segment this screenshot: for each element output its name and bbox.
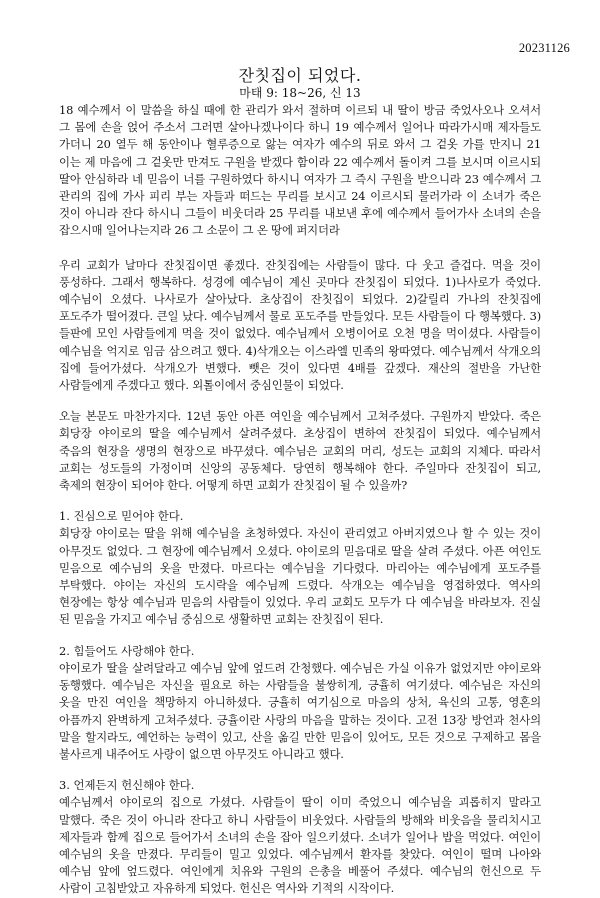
spacer [59,240,541,257]
document-date: 20231126 [518,41,570,55]
intro-paragraph-2: 오늘 본문도 마찬가지다. 12년 동안 아픈 여인을 예수님께서 고쳐주셨다. 구원까지 받았다. 죽은 회당장 야이로의 딸을 예수님께서 살려주셨다. 초상집이 변하여 잔칫집이 되었다. 예수님께서 죽음의 현장을 생명의 현장으로 바꾸셨다. 예수님은 교회의 머리, 성도는 교회의 지체다. 따라서 교회는 성도들의 가정이며 신앙의 공동체다. 당연히 행복해야 한다. 주일마다 잔칫집이 되고, 축제의 현장이 되어야 한다. 어떻게 하면 교회가 잔칫집이 될 수 있을까? [59,409,541,493]
scripture-reference: 마태 9: 18~26, 신 13 [239,86,361,100]
section-1-heading: 1. 진심으로 믿어야 한다. [59,509,184,524]
intro-paragraph-1: 우리 교회가 날마다 잔칫집이면 좋겠다. 잔칫집에는 사람들이 많다. 다 웃고 즐겁다. 먹을 것이 풍성하다. 그래서 행복하다. 성경에 예수님이 계신 곳마다 잔칫집이 되었다. 1)나사로가 죽었다. 예수님이 오셨다. 나사로가 살아났다. 초상집이 잔칫집이 되었다. 2)갈릴리 가나의 잔칫집에 포도주가 떨어졌다. 큰일 났다. 예수님께서 물로 포도주를 만들었다. 모든 사람들이 다 행복했다. 3)들판에 모인 사람들에게 먹을 것이 없었다. 예수님께서 오병이어로 오천 명을 먹이셨다. 사람들이 예수님을 억지로 임금 삼으려고 했다. 4)삭개오는 이스라엘 민족의 왕따였다. 예수님께서 삭개오의 집에 들어가셨다. 삭개오가 변했다. 뺏은 것이 있다면 4배를 갚겠다. 재산의 절반을 가난한 사람들에게 주겠다고 했다. 외톨이에서 중심인물이 되었다. [59,257,541,393]
spacer [59,394,541,408]
section-3-body: 예수님께서 야이로의 집으로 가셨다. 사람들이 딸이 이미 죽었으니 예수님을 괴롭히지 말라고 말했다. 죽은 것이 아니라 잔다고 하니 사람들이 비웃었다. 사람들의 방해와 비웃음을 물리치시고 제자들과 함께 집으로 들어가서 소녀의 손을 잡아 일으키셨다. 소녀가 일어나 밥을 먹었다. 여인이 예수님의 옷을 만졌다. 무리들이 밀고 있었다. 예수님께서 환자를 찾았다. 여인이 떨며 나아와 예수님 앞에 엎드렸다. 여인에게 치유와 구원의 은총을 베풀어 주셨다. 예수님의 헌신으로 두 사람이 고침받았고 자유하게 되었다. 헌신은 역사와 기적의 시작이다. [59,795,541,896]
scripture-passage: 18 예수께서 이 말씀을 하실 때에 한 관리가 와서 절하며 이르되 내 딸이 방금 죽었사오나 오셔서 그 몸에 손을 얹어 주소서 그러면 살아나겠나이다 하니 19 예수께서 일어나 따라가시매 제자들도 가더니 20 열두 해 동안이나 혈루증으로 앓는 여자가 예수의 뒤로 와서 그 겉옷 가를 만지니 21 이는 제 마음에 그 겉옷만 만져도 구원을 받겠다 함이라 22 예수께서 돌이켜 그를 보시며 이르시되 딸아 안심하라 네 믿음이 너를 구원하였다 하시니 여자가 그 즉시 구원을 받으니라 23 예수께서 그 관리의 집에 가사 피리 부는 자들과 떠드는 무리를 보시고 24 이르시되 물러가라 이 소녀가 죽은 것이 아니라 잔다 하시니 그들이 비웃더라 25 무리를 내보낸 후에 예수께서 들어가사 소녀의 손을 잡으시매 일어나는지라 26 그 소문이 그 온 땅에 퍼지더라 [59,103,541,238]
spacer [59,629,541,643]
spacer [59,763,541,777]
sermon-title: 잔칫집이 되었다. [238,66,362,85]
section-3-heading: 3. 언제든지 헌신해야 한다. [59,778,195,793]
spacer [59,494,541,508]
section-2-body: 야이로가 딸을 살려달라고 예수님 앞에 엎드려 간청했다. 예수님은 가실 이유가 없었지만 야이로와 동행했다. 예수님은 자신을 필요로 하는 사람들을 불쌍히게, 긍휼히 여기셨다. 예수님은 자신의 옷을 만진 여인을 책망하지 아니하셨다. 긍휼히 여기심으로 마음의 상처, 육신의 고통, 영혼의 아픔까지 완벽하게 고쳐주셨다. 긍휼이란 사랑의 마음을 말하는 것이다. 고전 13장 방언과 천사의 말을 할지라도, 예언하는 능력이 있고, 산을 옮길 만한 믿음이 있어도, 모든 것으로 구제하고 몸을 불사르게 내주어도 사랑이 없으면 아무것도 아니라고 했다. [59,660,541,761]
section-2-heading: 2. 힘들어도 사랑해야 한다. [59,643,195,658]
section-1-body: 회당장 야이로는 딸을 위해 예수님을 초청하였다. 자신이 관리였고 아버지였으나 할 수 있는 것이 아무것도 없었다. 그 현장에 예수님께서 오셨다. 야이로의 믿음대로 딸을 살려 주셨다. 아픈 여인도 믿음으로 예수님의 옷을 만졌다. 마르다는 예수님을 기다렸다. 마리아는 예수님에게 포도주를 부탁했다. 야이는 자신의 도시락을 예수님께 드렸다. 삭개오는 예수님을 영접하였다. 역사의 현장에는 항상 예수님과 믿음의 사람들이 있었다. 우리 교회도 모두가 다 예수님을 바라보자. 진실 된 믿음을 가지고 예수님 중심으로 생활하면 교회는 잔칫집이 된다. [59,526,541,627]
